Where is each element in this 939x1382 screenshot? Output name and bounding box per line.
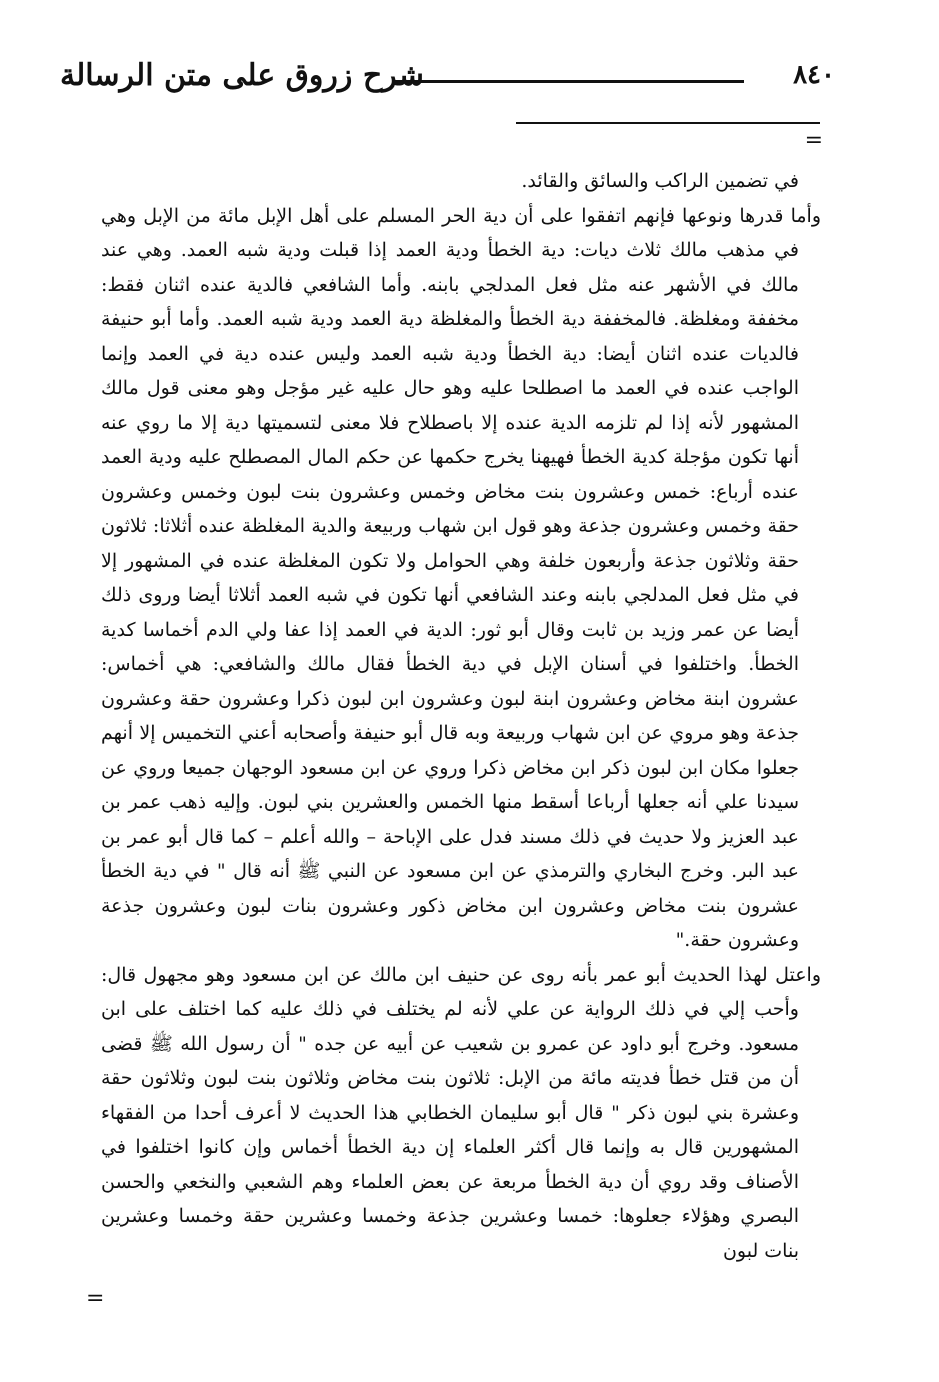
paragraph: وأما قدرها ونوعها فإنهم اتفقوا على أن دية الحر المسلم على أهل الإبل مائة من الإبل وهي في مذهب مالك ثلاث ديات: دية الخطأ ودية العمد إذا قبلت ودية شبه العمد. وهي عند مالك في الأشهر عنه مثل فعل المدلجي بابنه. وأما الشافعي فالدية عنده اثنان فقط: مخففة ومغلظة. فالمخففة دية الخطأ والمغلظة دية العمد ودية شبه العمد. وأما أبو حنيفة فالديات عنده اثنان أيضا: دية الخطأ ودية شبه العمد وليس عنده دية في العمد وإنما الواجب عنده في العمد ما اصطلحا عليه وهو حال عليه غير مؤجل وهو معنى قول مالك المشهور لأنه إذا لم تلزمه الدية عنده إلا باصطلاح فلا معنى لتسميتها دية إلا ما روي عنه أنها تكون مؤجلة كدية الخطأ فهيهنا يخرج حكمها عن حكم المال المصطلح عليه ودية العمد عنده أرباع: خمس وعشرون بنت مخاض وخمس وعشرون بنت لبون وخمس وعشرون حقة وخمس وعشرون جذعة وهو قول ابن شهاب وربيعة والدية المغلظة عنده أثلاثا: ثلاثون حقة وثلاثون جذعة وأربعون خلفة وهي الحوامل ولا تكون المغلظة عنده في المشهور إلا في مثل فعل المدلجي بابنه وعند الشافعي أنها تكون في شبه العمد أثلاثا أيضا وروى ذلك أيضا عن عمر وزيد بن ثابت وقال أبو ثور: الدية في العمد إذا عفا ولي الدم أخماسا كدية الخطأ. واختلفوا في أسنان الإبل في دية الخطأ فقال مالك والشافعي: هي أخماس: عشرون ابنة مخاض وعشرون ابنة لبون وعشرون ابن لبون ذكرا وعشرون حقة وعشرون جذعة وهو مروي عن ابن شهاب وربيعة وبه قال أبو حنيفة وأصحابه أعني التخميس إلا أنهم جعلوا مكان ابن لبون ذكر ابن مخاض ذكرا وروي عن ابن مسعود الوجهان جميعا وروي عن سيدنا علي أنه جعلها أرباعا أسقط منها الخمس والعشرين بني لبون. وإليه ذهب عمر بن عبد العزيز ولا حديث في ذلك مسند فدل على الإباحة – والله أعلم – كما قال أبو عمر بن عبد البر. وخرج البخاري والترمذي عن ابن مسعود عن النبي ﷺ أنه قال " في دية الخطأ عشرون بنت مخاض وعشرون ابن مخاض ذكور وعشرون بنات لبون وعشرون جذعة وعشرون حقة." <box>101 204 821 951</box>
page-header <box>0 58 939 102</box>
page-number: ٨٤٠ <box>793 60 835 90</box>
continuation-marker-bottom: = <box>86 1286 105 1311</box>
continuation-marker-top: = <box>804 128 823 153</box>
footnote-separator-top <box>516 122 820 124</box>
paragraph: واعتل لهذا الحديث أبو عمر بأنه روى عن حنيف ابن مالك عن ابن مسعود وهو مجهول قال: وأحب إلي في ذلك الرواية عن علي لأنه لم يختلف في ذلك عليه كما اختلف على ابن مسعود. وخرج أبو داود عن عمرو بن شعيب عن أبيه عن جده " أن رسول الله ﷺ قضى أن من قتل خطأ فديته مائة من الإبل: ثلاثون بنت مخاض وثلاثون بنت لبون وثلاثون حقة وعشرة بني لبون ذكر " قال أبو سليمان الخطابي هذا الحديث لا أعرف أحدا من الفقهاء المشهورين قال به وإنما قال أكثر العلماء إن دية الخطأ أخماس وإن كانوا اختلفوا في الأصناف وقد روي أن دية الخطأ مربعة عن بعض العلماء وهم الشعبي والنخعي والحسن البصري وهؤلاء جعلوها: خمسا وعشرين جذعة وخمسا وعشرين حقة وخمسا وعشرين بنات لبون <box>101 963 821 1262</box>
body-text <box>101 164 821 1268</box>
header-rule <box>392 80 744 83</box>
paragraph: في تضمين الراكب والسائق والقائد. <box>521 170 799 192</box>
running-title: شرح زروق على متن الرسالة <box>60 58 424 93</box>
